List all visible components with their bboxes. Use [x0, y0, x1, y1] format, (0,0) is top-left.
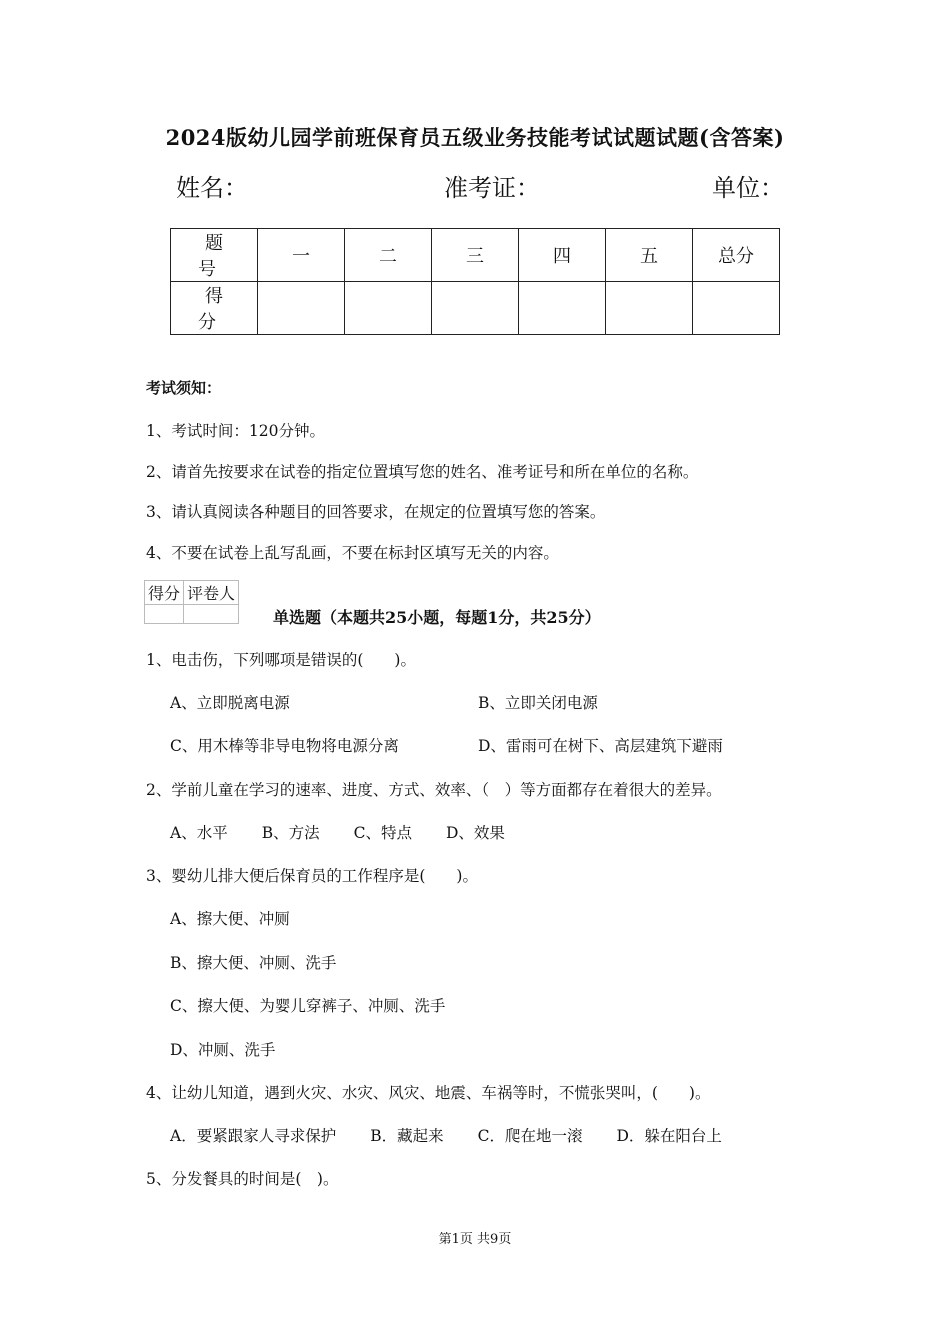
option-d[interactable]: D、冲厕、洗手: [170, 1041, 276, 1059]
notice-item: 3、请认真阅读各种题目的回答要求，在规定的位置填写您的答案。: [146, 503, 606, 521]
option-c[interactable]: C、用木棒等非导电物将电源分离: [170, 737, 399, 755]
grader-reviewer-label: 评卷人: [184, 581, 239, 605]
exam-id-field-label: 准考证：: [444, 174, 540, 202]
option-c[interactable]: C．爬在地一滚: [477, 1127, 583, 1145]
option-b[interactable]: B、擦大便、冲厕、洗手: [170, 954, 337, 972]
question-stem: 3、婴幼儿排大便后保育员的工作程序是( )。: [146, 867, 478, 885]
question-stem: 4、让幼儿知道，遇到火灾、水灾、风灾、地震、车祸等时，不慌张哭叫，( )。: [146, 1084, 711, 1102]
option-b[interactable]: B．藏起来: [370, 1127, 444, 1145]
grader-reviewer-cell[interactable]: [184, 605, 239, 624]
grader-box: [144, 580, 239, 624]
page-footer: 第1页 共9页: [438, 1232, 512, 1247]
option-a[interactable]: A、擦大便、冲厕: [170, 910, 290, 928]
score-table-header-cell: 一: [258, 229, 345, 282]
option-c[interactable]: C、擦大便、为婴儿穿裤子、冲厕、洗手: [170, 997, 446, 1015]
grader-score-cell[interactable]: [145, 605, 184, 624]
section-title: 单选题（本题共25小题，每题1分，共25分）: [273, 608, 601, 627]
score-table-header-cell: 总分: [693, 229, 780, 282]
option-d[interactable]: D、效果: [445, 824, 505, 842]
options-row: [170, 1124, 756, 1146]
name-field-label: 姓名：: [176, 174, 248, 202]
option-b[interactable]: B、方法: [261, 824, 320, 842]
score-table-header-cell: 四: [519, 229, 606, 282]
option-b[interactable]: B、立即关闭电源: [478, 694, 598, 712]
notice-item: 2、请首先按要求在试卷的指定位置填写您的姓名、准考证号和所在单位的名称。: [146, 463, 699, 481]
score-cell[interactable]: [693, 282, 780, 335]
score-cell[interactable]: [345, 282, 432, 335]
question-stem: 5、分发餐具的时间是( )。: [146, 1170, 339, 1188]
option-c[interactable]: C、特点: [353, 824, 412, 842]
option-a[interactable]: A、立即脱离电源: [170, 694, 290, 712]
grader-score-label: 得分: [145, 581, 184, 605]
score-cell[interactable]: [519, 282, 606, 335]
option-a[interactable]: A、水平: [170, 824, 228, 842]
score-table-header-cell: 题 号: [171, 229, 258, 282]
score-cell[interactable]: [606, 282, 693, 335]
notice-item: 1、考试时间：120分钟。: [146, 422, 325, 440]
score-table-header-cell: 五: [606, 229, 693, 282]
score-cell[interactable]: [432, 282, 519, 335]
question-stem: 1、电击伤，下列哪项是错误的( )。: [146, 651, 416, 669]
option-d[interactable]: D、雷雨可在树下、高层建筑下避雨: [478, 737, 723, 755]
score-table-header-cell: 三: [432, 229, 519, 282]
notice-title: 考试须知：: [146, 379, 222, 397]
options-row: [170, 821, 539, 843]
score-row-label: 得 分: [171, 282, 258, 335]
unit-field-label: 单位：: [712, 174, 784, 202]
score-table: [170, 228, 780, 335]
option-a[interactable]: A．要紧跟家人寻求保护: [170, 1127, 337, 1145]
score-table-header-cell: 二: [345, 229, 432, 282]
page-title: 2024版幼儿园学前班保育员五级业务技能考试试题试题(含答案): [165, 125, 785, 150]
question-stem: 2、学前儿童在学习的速率、进度、方式、效率、（ ）等方面都存在着很大的差异。: [146, 781, 722, 799]
option-d[interactable]: D．躲在阳台上: [616, 1127, 722, 1145]
score-cell[interactable]: [258, 282, 345, 335]
score-table-header-row: [171, 229, 780, 282]
notice-item: 4、不要在试卷上乱写乱画，不要在标封区填写无关的内容。: [146, 544, 559, 562]
score-table-score-row: [171, 282, 780, 335]
